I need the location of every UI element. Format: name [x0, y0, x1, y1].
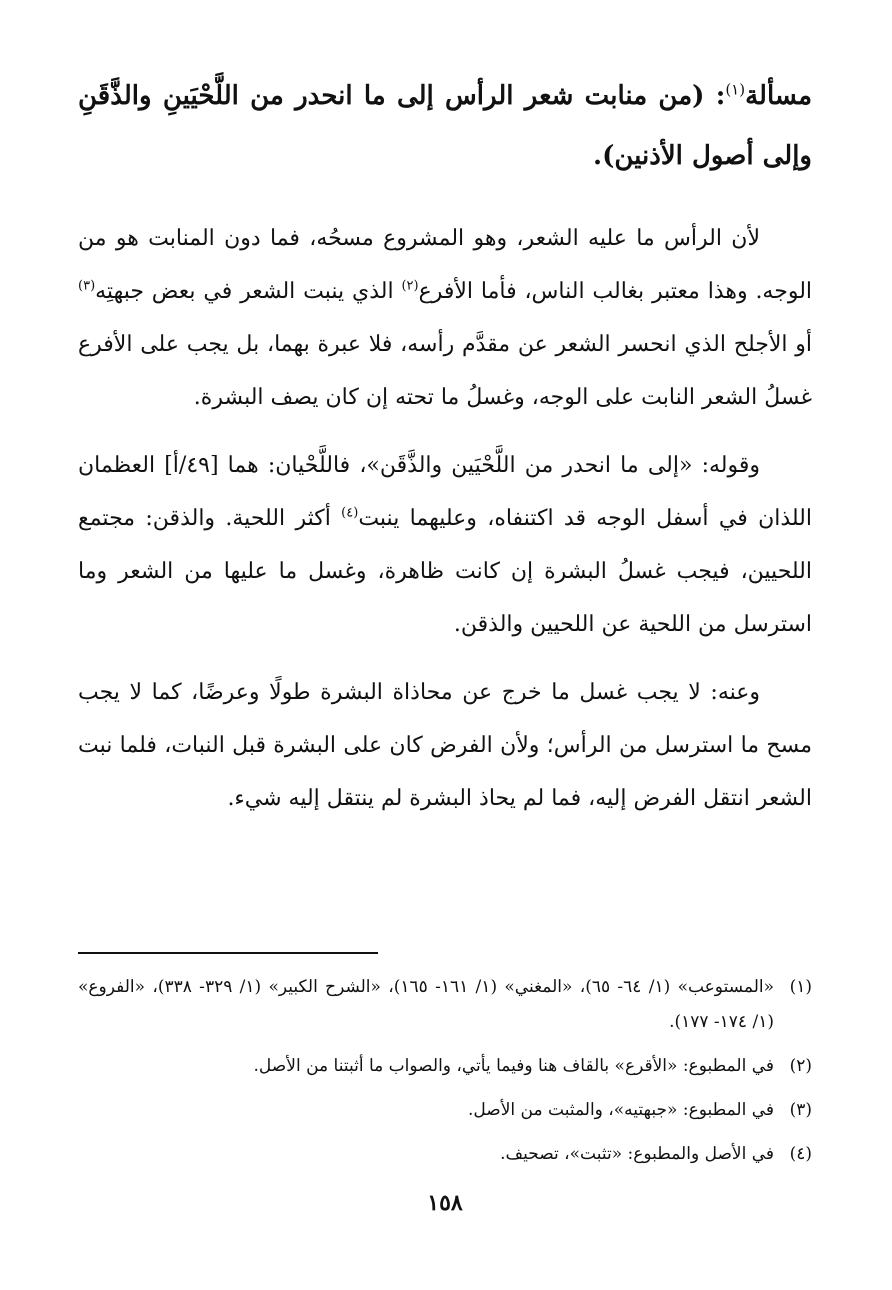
issue-heading-text: : (من منابت شعر الرأس إلى ما انحدر من اللَّحْيَينِ والذَّقَنِ وإلى أصول الأذنين). [78, 81, 812, 171]
page-body [78, 66, 813, 1216]
footnote-ref-1[interactable]: (١) [725, 80, 746, 99]
footnote-text: في المطبوع: «جبهتيه»، والمثبت من الأصل. [468, 1100, 774, 1120]
paragraph-3: وعنه: لا يجب غسل ما خرج عن محاذاة البشرة طولًا وعرضًا، كما لا يجب مسح ما استرسل من الرأس؛ ولأن الفرض كان على البشرة قبل النبات، فلما نبت الشعر انتقل الفرض إليه، فما لم يحاذ البشرة لم ينتقل إليه شيء. [78, 680, 812, 811]
paragraph-1-part-3: أو الأجلح الذي انحسر الشعر عن مقدَّم رأسه، فلا عبرة بهما، بل يجب على الأفرع غسلُ الشعر النابت على الوجه، وغسلُ ما تحته إن كان يصف البشرة. [78, 332, 812, 410]
issue-label: مسألة [745, 81, 812, 111]
footnote-ref-2[interactable]: (٢) [401, 278, 419, 294]
footnote-text: «المستوعب» (١/ ٦٤- ٦٥)، «المغني» (١/ ١٦١- ١٦٥)، «الشرح الكبير» (١/ ٣٢٩- ٣٣٨)، «الفروع» (١/ ١٧٤- ١٧٧). [78, 977, 775, 1032]
footnote-number: (٣) [789, 1100, 812, 1120]
footnote-divider [78, 952, 378, 954]
footnote-number: (٢) [789, 1056, 812, 1076]
footnote-1 [78, 970, 812, 1040]
footnote-ref-3[interactable]: (٣) [78, 278, 96, 294]
page-number: ١٥٨ [427, 1190, 463, 1216]
footnote-text: في الأصل والمطبوع: «تثبت»، تصحيف. [500, 1144, 774, 1164]
paragraph-2-part-2: أكثر اللحية. والذقن: مجتمع اللحيين، فيجب غسلُ البشرة إن كانت ظاهرة، وغسل ما عليها من الشعر وما استرسل من اللحية عن اللحيين والذقن. [78, 506, 812, 637]
footnote-3 [78, 1093, 812, 1128]
footnote-ref-4[interactable]: (٤) [341, 505, 359, 521]
footnotes [78, 970, 812, 1181]
footnote-text: في المطبوع: «الأقرع» بالقاف هنا وفيما يأتي، والصواب ما أثبتنا من الأصل. [253, 1056, 774, 1076]
paragraph-2-part-1: وقوله: «إلى ما انحدر من اللَّحْيَين والذَّقَن»، فاللَّحْيان: هما [٤٩/أ] العظمان اللذان في أسفل الوجه قد اكتنفاه، وعليهما ينبت [78, 453, 812, 531]
footnote-2 [78, 1049, 812, 1084]
issue-heading [78, 66, 812, 186]
paragraph-2 [78, 439, 812, 651]
footnote-number: (٤) [789, 1144, 812, 1164]
paragraph-1-part-1: لأن الرأس ما عليه الشعر، وهو المشروع مسحُه، فما دون المنابت هو من الوجه. وهذا معتبر بغالب الناس، فأما الأفرع [78, 226, 813, 304]
paragraph-1-part-2: الذي ينبت الشعر في بعض جبهتِه [95, 279, 402, 304]
paragraph-1 [78, 212, 812, 424]
footnote-number: (١) [789, 977, 812, 997]
footnote-4 [78, 1137, 812, 1172]
